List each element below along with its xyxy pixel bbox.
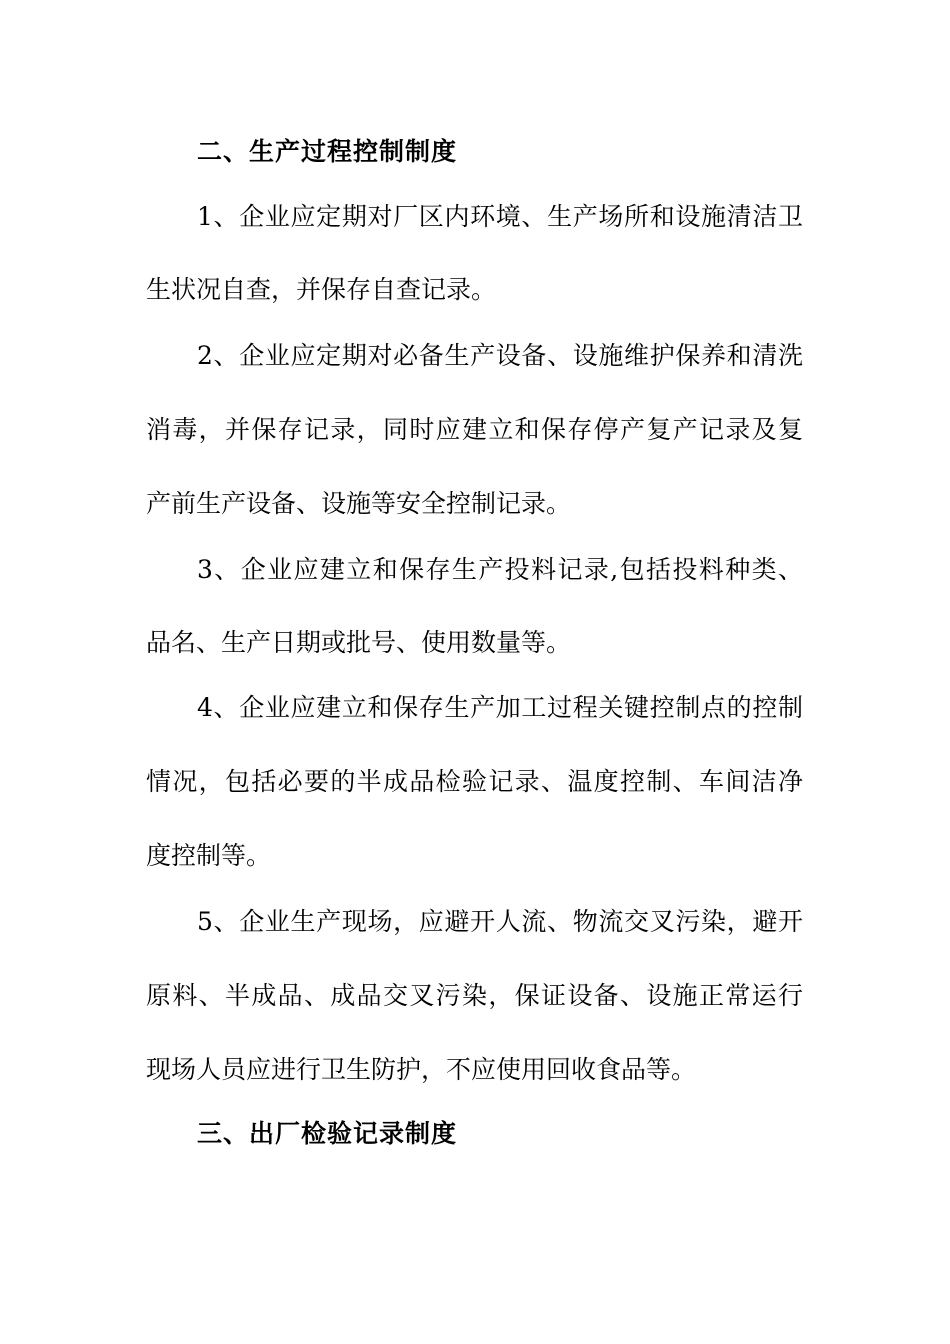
section-heading-production-control: 二、生产过程控制制度 bbox=[197, 137, 458, 166]
paragraph-2-line-2: 消毒，并保存记录，同时应建立和保存停产复产记录及复 bbox=[146, 415, 803, 444]
paragraph-2-line-1: 2、企业应定期对必备生产设备、设施维护保养和清洗 bbox=[197, 341, 803, 370]
paragraph-3-line-2: 品名、生产日期或批号、使用数量等。 bbox=[146, 628, 572, 657]
paragraph-3-line-1: 3、企业应建立和保存生产投料记录,包括投料种类、 bbox=[197, 555, 803, 584]
paragraph-5-line-2: 原料、半成品、成品交叉污染，保证设备、设施正常运行 bbox=[146, 981, 803, 1010]
paragraph-2-line-3: 产前生产设备、设施等安全控制记录。 bbox=[146, 489, 572, 518]
paragraph-5-line-3: 现场人员应进行卫生防护，不应使用回收食品等。 bbox=[146, 1055, 697, 1084]
paragraph-4-line-3: 度控制等。 bbox=[146, 841, 272, 870]
section-heading-factory-inspection: 三、出厂检验记录制度 bbox=[197, 1119, 458, 1148]
paragraph-4-line-1: 4、企业应建立和保存生产加工过程关键控制点的控制 bbox=[197, 693, 803, 722]
paragraph-1-line-1: 1、企业应定期对厂区内环境、生产场所和设施清洁卫 bbox=[197, 202, 803, 231]
paragraph-5-line-1: 5、企业生产现场，应避开人流、物流交叉污染，避开 bbox=[197, 907, 803, 936]
paragraph-4-line-2: 情况，包括必要的半成品检验记录、温度控制、车间洁净 bbox=[146, 767, 803, 796]
paragraph-1-line-2: 生状况自查，并保存自查记录。 bbox=[146, 275, 497, 304]
